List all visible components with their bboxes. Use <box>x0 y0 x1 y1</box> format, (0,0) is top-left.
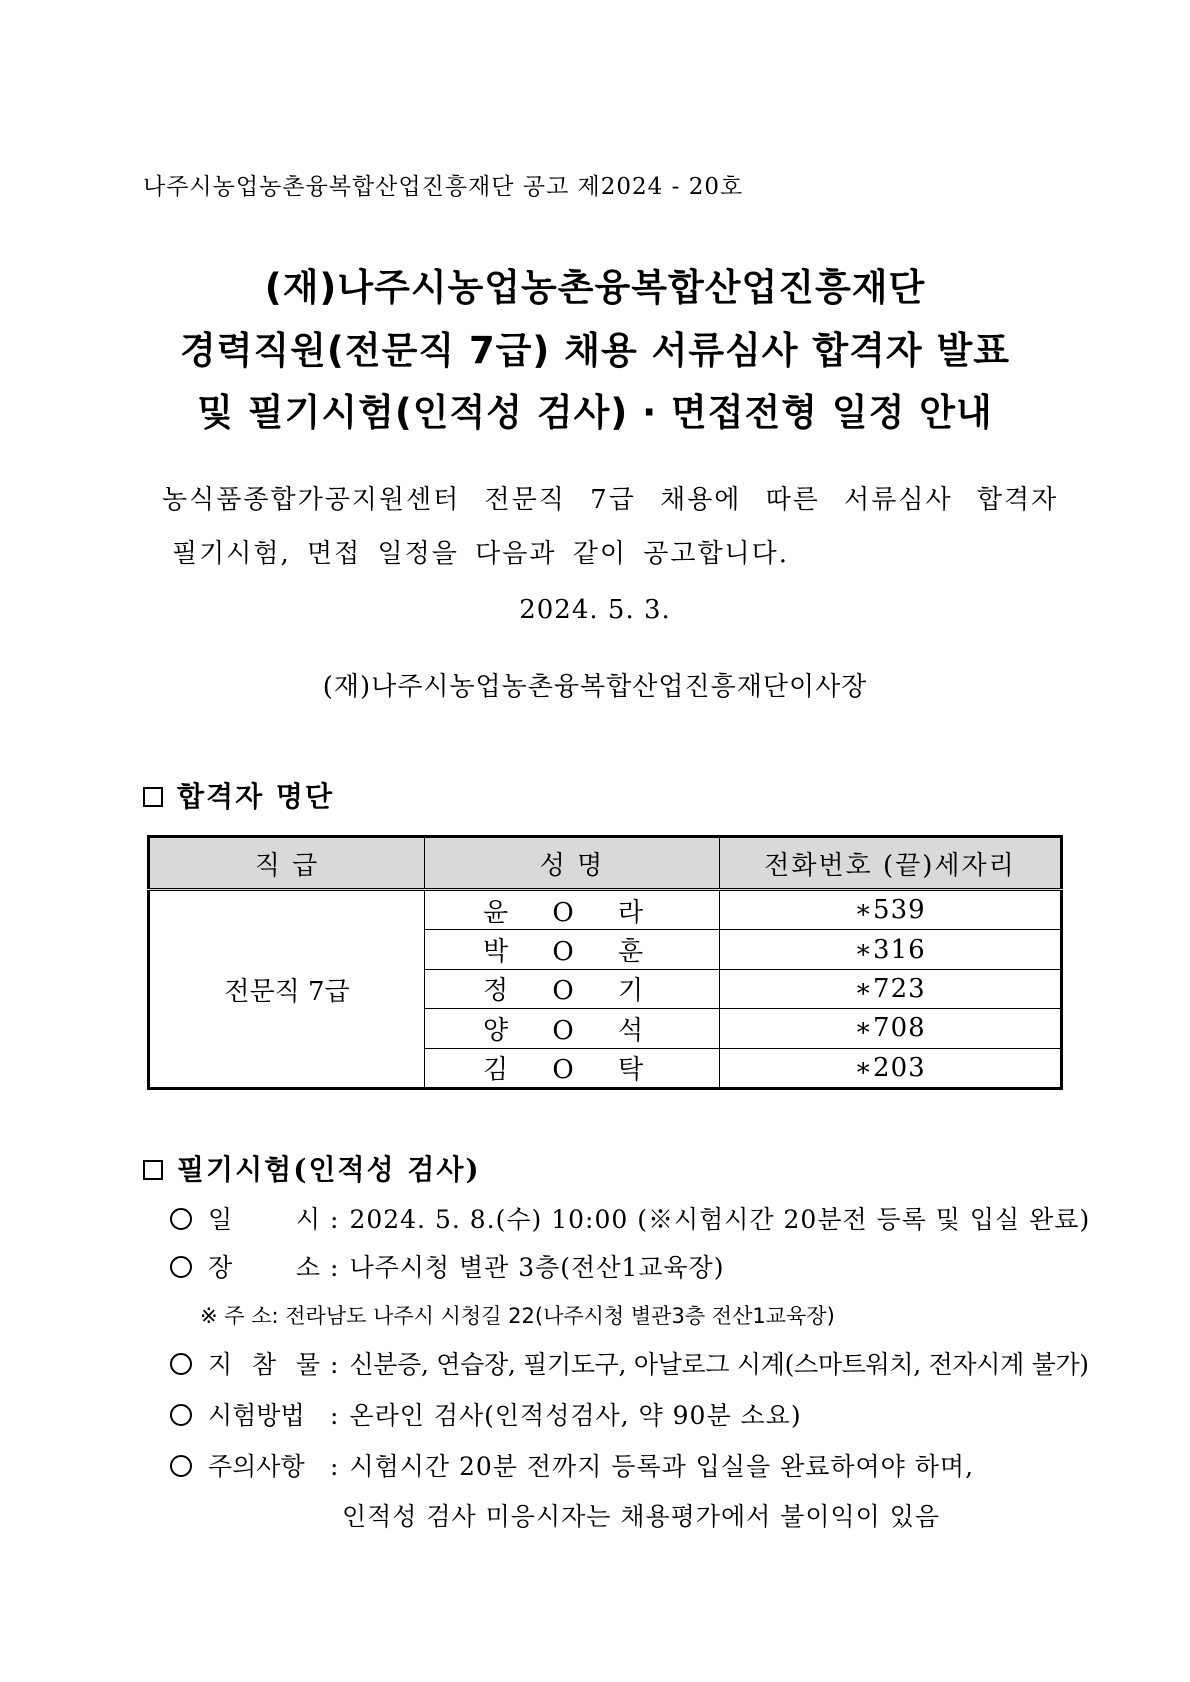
exam-item-caution: 주의사항 : 시험시간 20분 전까지 등록과 입실을 완료하여야 하며, <box>170 1447 974 1483</box>
column-header-phone: 전화번호 (끝)세자리 <box>720 837 1062 890</box>
item-value: 신분증, 연습장, 필기도구, 아날로그 시계(스마트워치, 전자시계 불가) <box>349 1350 1089 1379</box>
exam-item-location: 장 소 : 나주시청 별관 3층(전산1교육장) <box>170 1248 724 1284</box>
section-heading-roster <box>143 775 334 815</box>
announcement-date: 2024. 5. 3. <box>519 595 671 625</box>
applicant-name: 정 O 기 <box>425 969 720 1008</box>
circle-bullet-icon <box>170 1256 192 1278</box>
square-bullet-icon <box>143 787 163 807</box>
circle-bullet-icon <box>170 1208 192 1230</box>
applicant-phone: ∗708 <box>720 1009 1062 1048</box>
table-row <box>149 890 1062 930</box>
position-cell: 전문직 7급 <box>149 890 425 1089</box>
column-header-name: 성 명 <box>425 837 720 890</box>
applicant-name: 윤 O 라 <box>425 890 720 930</box>
circle-bullet-icon <box>170 1404 192 1426</box>
intro-line-1: 농식품종합가공지원센터 전문직 7급 채용에 따른 서류심사 합격자 <box>162 485 1059 515</box>
roster-heading-text: 합격자 명단 <box>177 780 334 813</box>
section-heading-exam <box>143 1148 481 1188</box>
applicant-phone: ∗539 <box>720 890 1062 930</box>
title-line-2: 경력직원(전문직 7급) 채용 서류심사 합격자 발표 <box>179 329 1011 372</box>
applicant-phone: ∗316 <box>720 930 1062 969</box>
column-header-position: 직 급 <box>149 837 425 890</box>
item-value: 시험시간 20분 전까지 등록과 입실을 완료하여야 하며, <box>349 1452 975 1481</box>
title-line-3: 및 필기시험(인적성 검사) · 면접전형 일정 안내 <box>197 391 993 434</box>
item-label: 장 소 <box>208 1253 320 1282</box>
exam-heading-text: 필기시험(인적성 검사) <box>177 1153 481 1186</box>
item-label: 지 참 물 <box>208 1350 320 1379</box>
applicant-phone: ∗203 <box>720 1048 1062 1088</box>
successful-applicants-table <box>147 835 1063 1090</box>
circle-bullet-icon <box>170 1455 192 1477</box>
circle-bullet-icon <box>170 1353 192 1375</box>
applicant-name: 양 O 석 <box>425 1009 720 1048</box>
applicant-name: 김 O 탁 <box>425 1048 720 1088</box>
issuer: (재)나주시농업농촌융복합산업진흥재단이사장 <box>322 672 868 702</box>
caution-continued: 인적성 검사 미응시자는 채용평가에서 불이익이 있음 <box>342 1502 941 1531</box>
square-bullet-icon <box>143 1160 163 1180</box>
title-line-1: (재)나주시농업농촌융복합산업진흥재단 <box>264 266 926 309</box>
intro-line-2: 필기시험, 면접 일정을 다음과 같이 공고합니다. <box>172 539 790 569</box>
applicant-phone: ∗723 <box>720 969 1062 1008</box>
item-label: 시험방법 <box>208 1401 305 1430</box>
exam-item-method: 시험방법 : 온라인 검사(인적성검사, 약 90분 소요) <box>170 1396 802 1432</box>
item-value: 나주시청 별관 3층(전산1교육장) <box>349 1253 725 1282</box>
exam-item-datetime: 일 시 : 2024. 5. 8.(수) 10:00 (※시험시간 20분전 등록 및 입실 완료) <box>170 1200 1090 1236</box>
notice-number: 나주시농업농촌융복합산업진흥재단 공고 제2024 - 20호 <box>143 174 744 200</box>
item-value: 온라인 검사(인적성검사, 약 90분 소요) <box>349 1401 802 1430</box>
applicant-name: 박 O 훈 <box>425 930 720 969</box>
exam-item-materials: 지 참 물 : 신분증, 연습장, 필기도구, 아날로그 시계(스마트워치, 전자시계 불가) <box>170 1345 1089 1381</box>
item-label: 주의사항 <box>208 1452 305 1481</box>
item-label: 일 시 <box>208 1205 320 1234</box>
address-note: ※ 주 소: 전라남도 나주시 시청길 22(나주시청 별관3층 전산1교육장) <box>200 1304 835 1328</box>
table-header-row <box>149 837 1062 890</box>
item-value: 2024. 5. 8.(수) 10:00 (※시험시간 20분전 등록 및 입실 완료) <box>349 1205 1091 1234</box>
